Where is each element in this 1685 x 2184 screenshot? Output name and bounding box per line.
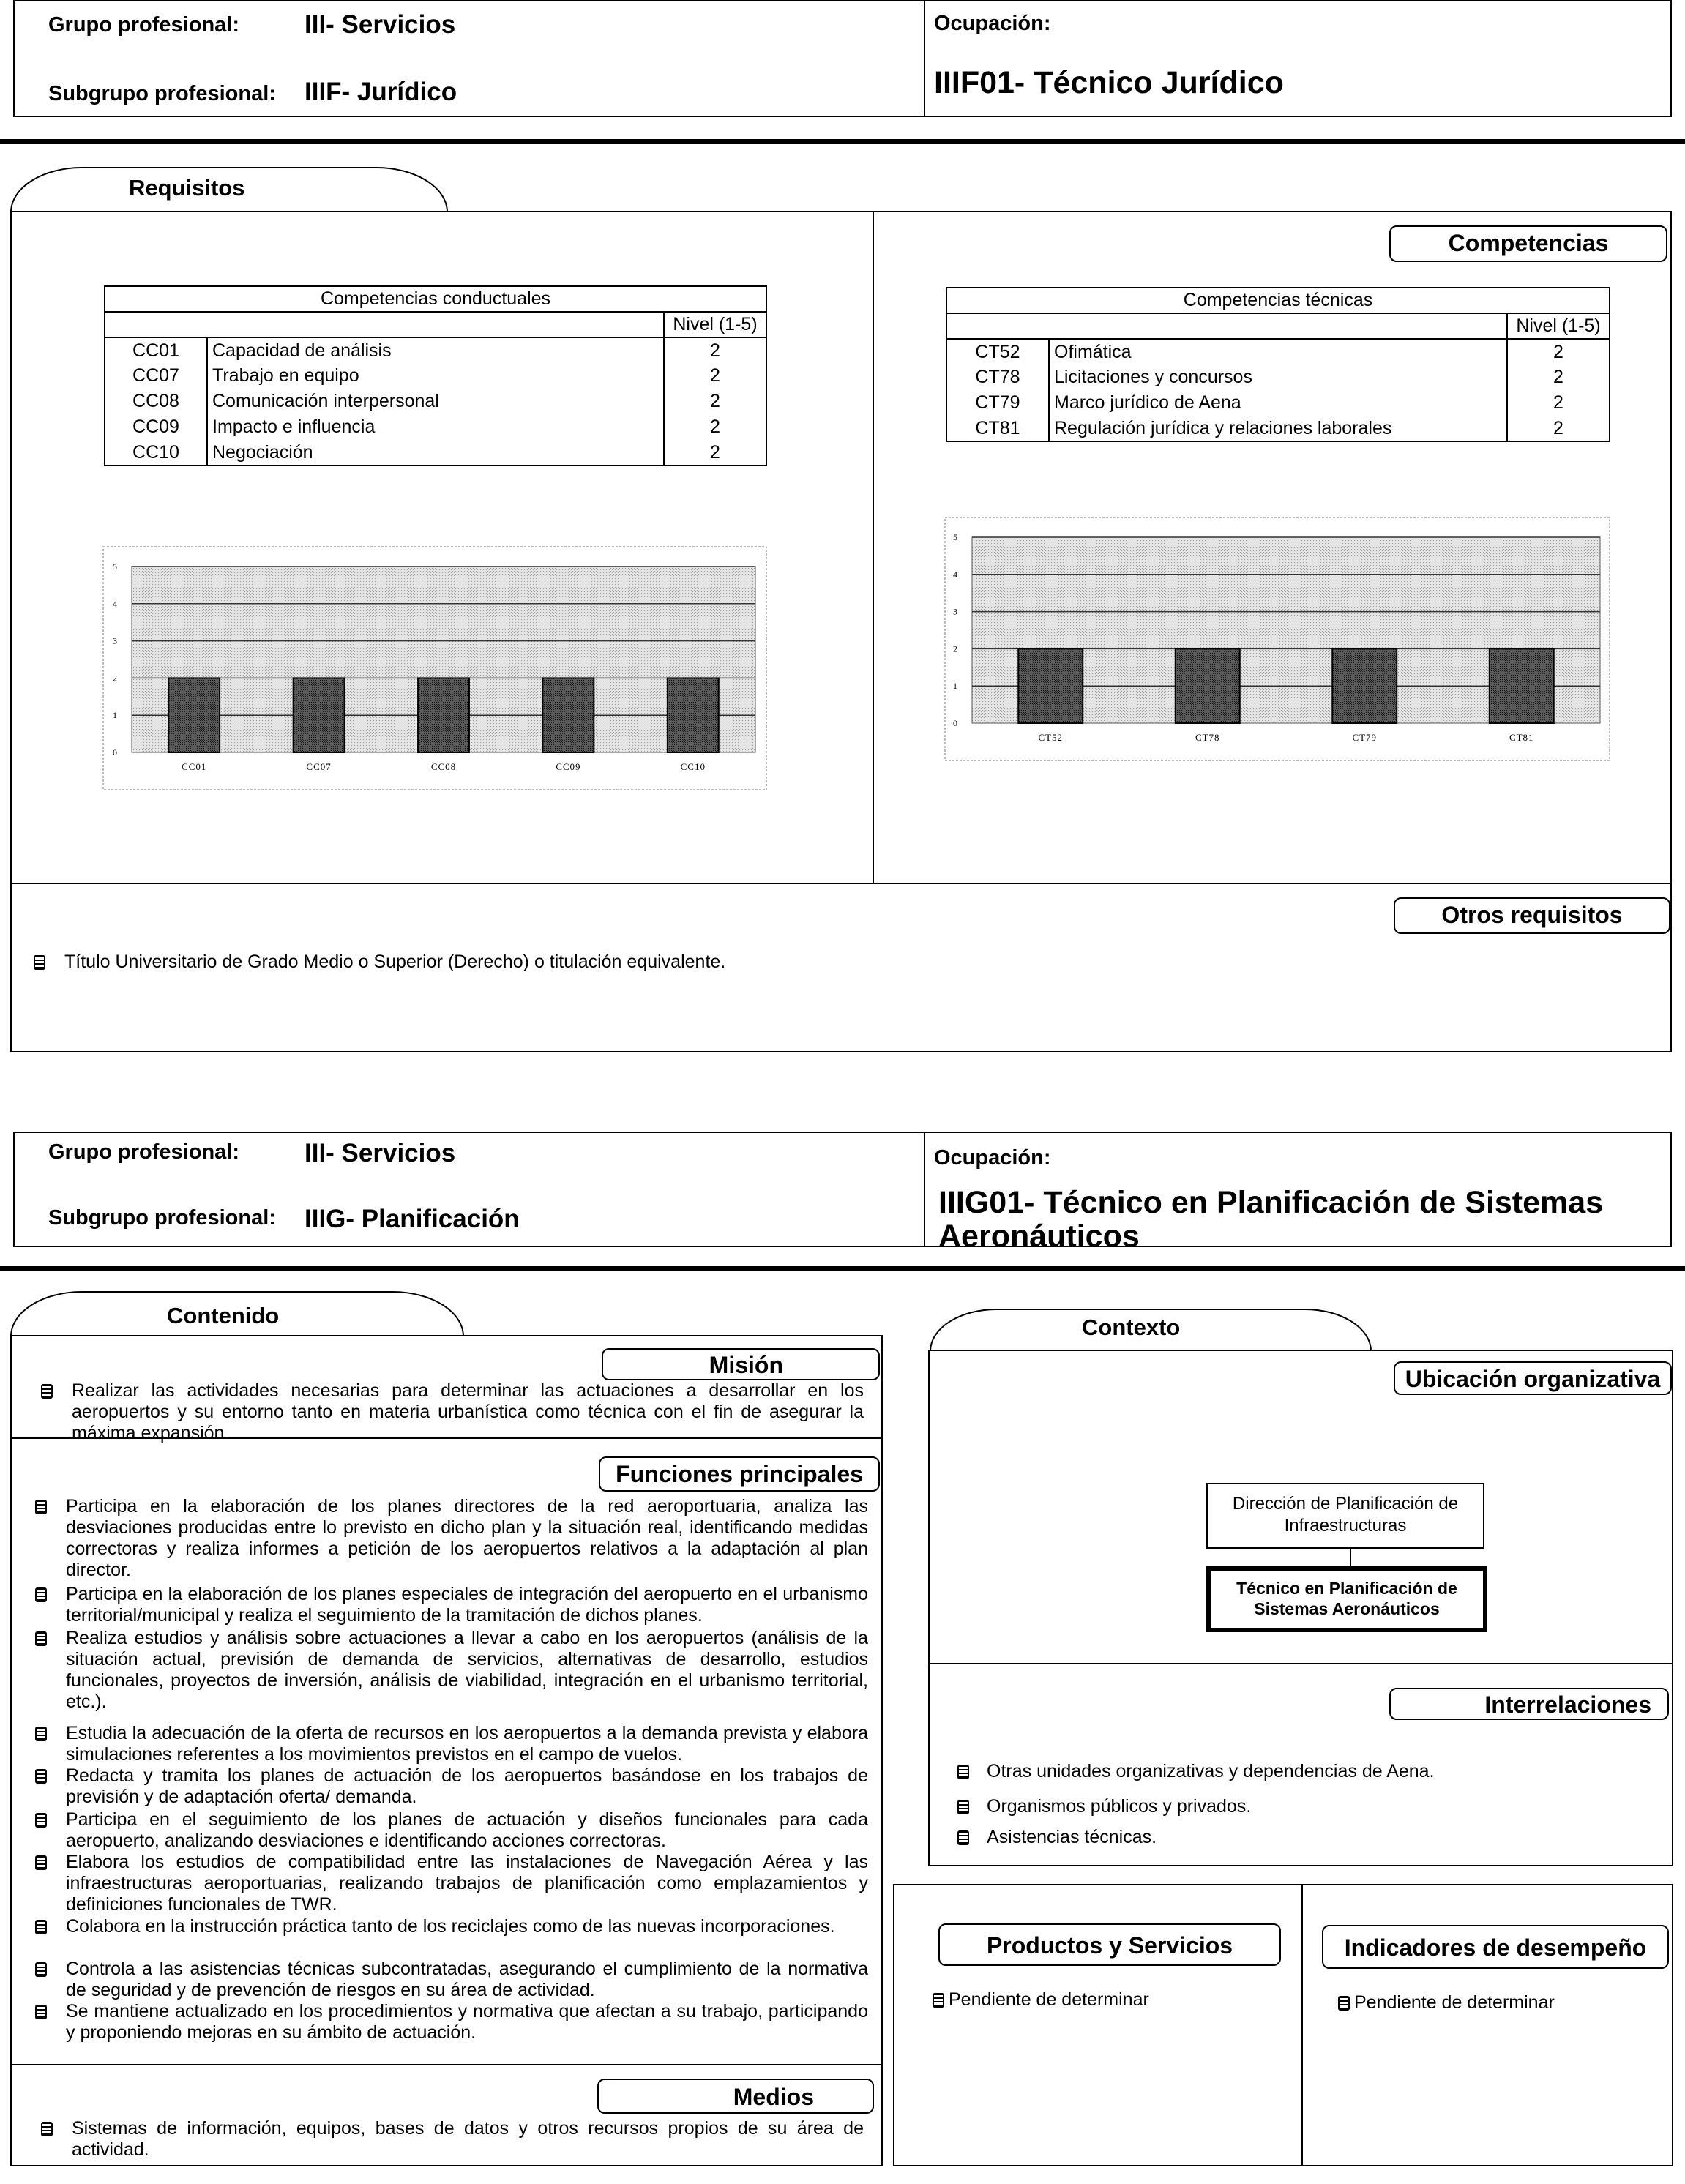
table-row [946,364,1610,390]
y-tick-label: 4 [953,569,957,580]
funcion-item [66,1852,868,1915]
competency-name: Comunicación interpersonal [207,389,664,414]
productos-item [933,1989,1149,2011]
contenido-tab-label: Contenido [167,1303,280,1328]
bullet-icon [35,1631,47,1646]
bullet-icon [1338,1996,1350,2011]
competency-name: Trabajo en equipo [207,363,664,389]
competency-code: CT81 [946,416,1049,441]
bullet-icon [35,1500,47,1514]
interrelacion-text: Asistencias técnicas. [987,1827,1157,1847]
competency-level: 2 [1507,390,1610,416]
interrelacion-text: Organismos públicos y privados. [987,1796,1252,1817]
competency-level: 2 [664,389,766,414]
bullet-icon [35,1727,47,1741]
competencias-tecnicas-table [946,287,1610,442]
x-tick-label: CC10 [680,761,706,772]
x-tick-label: CC09 [556,761,581,772]
bar-ct78 [1176,648,1240,723]
medios-item [72,2118,864,2161]
indicadores-desempeno-pill: Indicadores de desempeño [1322,1925,1669,1969]
bullet-icon [35,1855,47,1870]
y-tick-label: 3 [953,606,957,617]
y-tick-label: 2 [113,673,117,684]
header-rule-1 [0,139,1685,144]
competency-name: Ofimática [1049,339,1507,364]
y-tick-label: 0 [113,747,117,758]
y-tick-label: 1 [953,681,957,692]
table-row [105,440,766,465]
funcion-text: Estudia la adecuación de la oferta de recursos en los aeropuertos a la demanda prevista y elabora simulaciones referentes a los movimientos previstos en el campo de vuelos. [66,1723,868,1765]
contexto-tab-label: Contexto [1082,1314,1181,1340]
interrelaciones-pill: Interrelaciones [1389,1688,1669,1720]
competency-level: 2 [664,414,766,440]
header-rule-2 [0,1266,1685,1271]
org-child-text: Técnico en Planificación de Sistemas Aeronáuticos [1236,1579,1457,1618]
bar-ct52 [1018,648,1083,723]
ubicacion-organizativa-pill: Ubicación organizativa [1394,1361,1672,1395]
mision-pill: Misión [602,1348,880,1380]
medios-text: Sistemas de información, equipos, bases de datos y otros recursos propios de su área de actividad. [72,2118,864,2160]
bullet-icon [34,955,45,970]
bar-cc08 [418,678,469,752]
funcion-text: Realiza estudios y análisis sobre actuaciones a llevar a cabo en los aeropuertos (análisis de la situación actual, previsión de demanda de servicios, alternativas de desarrollo, estudios funcionales, proyectos de inversión, análisis de viabilidad, integración en el urbanismo territorial, etc.). [66,1628,868,1712]
subgrupo-value: IIIF- Jurídico [305,78,457,106]
bullet-icon [957,1800,969,1814]
interrelacion-item [957,1796,1251,1817]
funcion-item [66,1496,868,1581]
productos-servicios-pill: Productos y Servicios [938,1923,1281,1966]
y-tick-label: 5 [113,561,117,572]
requisitos-tab-label: Requisitos [129,175,245,201]
competencias-pill: Competencias [1389,225,1667,262]
interrelacion-text: Otras unidades organizativas y dependencias de Aena. [987,1761,1435,1781]
contexto-tab [930,1309,1372,1351]
y-tick-label: 5 [953,532,957,542]
funcion-text: Participa en la elaboración de los planes directores de la red aeroportuaria, analiza las desviaciones producidas entre lo previsto en dicho plan y la situación real, identificando medidas correctoras y realiza informes a petición de los aeropuertos relativos a la adaptación al plan director. [66,1496,868,1580]
competency-level: 2 [664,337,766,363]
bullet-icon [35,1587,47,1602]
ocupacion-label: Ocupación: [934,12,1051,35]
requisitos-tab [10,167,448,212]
indicadores-text: Pendiente de determinar [1354,1992,1555,2013]
conductuales-level-header: Nivel (1-5) [664,312,766,337]
funcion-item [66,1628,868,1713]
bullet-icon [35,1813,47,1828]
bar-cc10 [668,678,719,752]
header-divider-2 [924,1132,925,1247]
funciones-divider [10,2064,883,2065]
competency-name: Capacidad de análisis [207,337,664,363]
bullet-icon [35,1769,47,1784]
grupo-label: Grupo profesional: [48,13,239,37]
funcion-text: Controla a las asistencias técnicas subcontratadas, asegurando el cumplimiento de la normativa de seguridad y de prevención de riesgos en su área de actividad. [66,1959,868,2000]
bullet-icon [41,1384,53,1399]
bullet-icon [35,1920,47,1934]
bullet-icon [41,2122,53,2136]
competency-name: Licitaciones y concursos [1049,364,1507,390]
bullet-icon [35,2005,47,2019]
y-tick-label: 3 [113,635,117,646]
y-tick-label: 4 [113,598,117,609]
ocupacion-value: IIIF01- Técnico Jurídico [934,65,1284,100]
competency-code: CC08 [105,389,207,414]
otros-requisitos-pill: Otros requisitos [1394,897,1670,934]
funcion-item [66,1916,868,1937]
table-row [105,389,766,414]
org-parent-text: Dirección de Planificación de Infraestructuras [1232,1494,1459,1536]
funcion-text: Participa en el seguimiento de los planes de actuación y diseños funcionales para cada aeropuerto, analizando desviaciones e identificando acciones correctoras. [66,1809,868,1851]
tecnicas-level-header: Nivel (1-5) [1507,313,1610,339]
y-tick-label: 0 [953,718,957,728]
competency-code: CT52 [946,339,1049,364]
competency-code: CT78 [946,364,1049,390]
y-tick-label: 1 [113,710,117,721]
ocupacion-line2: Aeronáuticos [938,1219,1140,1254]
mision-text: Realizar las actividades necesarias para determinar las actuaciones a desarrollar en los aeropuertos y su entorno tanto en materia urbanística como técnica con el fin de asegurar la máxima expansión. [72,1380,864,1443]
table-row [105,337,766,363]
competency-code: CT79 [946,390,1049,416]
x-tick-label: CC01 [182,761,207,772]
funciones-principales-pill: Funciones principales [599,1456,880,1492]
competency-name: Negociación [207,440,664,465]
competency-code: CC09 [105,414,207,440]
bar-cc01 [168,678,220,752]
y-tick-label: 2 [953,643,957,654]
table-row [105,363,766,389]
table-row [946,416,1610,441]
mision-item [72,1380,864,1444]
requisitos-horizontal-divider [10,883,1672,884]
competency-name: Impacto e influencia [207,414,664,440]
x-tick-label: CT79 [1352,732,1378,743]
competency-level: 2 [1507,364,1610,390]
x-tick-label: CC07 [306,761,332,772]
productos-text: Pendiente de determinar [949,1989,1149,2010]
competency-code: CC10 [105,440,207,465]
contenido-tab [10,1291,464,1336]
funcion-item [66,1959,868,2001]
subgrupo-label-2: Subgrupo profesional: [48,1206,276,1230]
indicadores-item [1338,1992,1555,2013]
funcion-text: Participa en la elaboración de los planes especiales de integración del aeropuerto en el urbanismo territorial/municipal y realiza el seguimiento de la tramitación de dichos planes. [66,1584,868,1626]
x-tick-label: CT52 [1038,732,1064,743]
table-row [946,390,1610,416]
funcion-text: Colabora en la instrucción práctica tanto de los reciclajes como de las nuevas incorporaciones. [66,1916,835,1937]
tecnicas-chart [944,517,1610,761]
subgrupo-label: Subgrupo profesional: [48,82,276,105]
contexto-divider [928,1663,1673,1664]
tecnicas-title: Competencias técnicas [946,288,1610,313]
funcion-item [66,1723,868,1765]
grupo-value: III- Servicios [305,10,456,39]
medios-pill: Medios [597,2079,874,2114]
competency-level: 2 [1507,416,1610,441]
otros-requisito-text: Título Universitario de Grado Medio o Superior (Derecho) o titulación equivalente. [64,951,726,972]
funcion-text: Redacta y tramita los planes de actuación de los aeropuertos basándose en los trabajos de previsión y de adaptación oferta/ demanda. [66,1765,868,1807]
bar-cc07 [294,678,345,752]
ocupacion-label-2: Ocupación: [934,1146,1051,1170]
header-divider-1 [924,0,925,117]
competency-code: CC07 [105,363,207,389]
competency-level: 2 [1507,339,1610,364]
requisitos-vertical-divider [873,211,874,883]
x-tick-label: CT78 [1195,732,1220,743]
competency-level: 2 [664,440,766,465]
x-tick-label: CT81 [1509,732,1534,743]
otros-requisito-item [34,951,725,973]
competency-name: Marco jurídico de Aena [1049,390,1507,416]
competency-level: 2 [664,363,766,389]
grupo-label-2: Grupo profesional: [48,1140,239,1164]
interrelacion-item [957,1761,1435,1782]
competency-name: Regulación jurídica y relaciones laborales [1049,416,1507,441]
bar-ct81 [1490,648,1554,723]
competencias-conductuales-table [104,285,767,466]
bullet-icon [933,1993,944,2008]
interrelacion-item [957,1827,1157,1848]
bar-ct79 [1332,648,1397,723]
funcion-item [66,1809,868,1852]
funcion-text: Se mantiene actualizado en los procedimientos y normativa que afectan a su trabajo, participando y proponiendo mejoras en su ámbito de actuación. [66,2001,868,2043]
funcion-item [66,2001,868,2043]
bar-cc09 [542,678,594,752]
funcion-item [66,1584,868,1626]
competency-code: CC01 [105,337,207,363]
grupo-value-2: III- Servicios [305,1139,456,1167]
conductuales-title: Competencias conductuales [105,286,766,312]
bullet-icon [957,1765,969,1779]
funcion-text: Elabora los estudios de compatibilidad entre las instalaciones de Navegación Aérea y las infraestructuras aeroportuarias, realizando trabajos de planificación como emplazamientos y definiciones funcionales de TWR. [66,1852,868,1915]
ocupacion-line1: IIIG01- Técnico en Planificación de Sistemas [938,1185,1604,1220]
bullet-icon [35,1962,47,1977]
subgrupo-value-2: IIIG- Planificación [305,1205,520,1233]
table-row [946,339,1610,364]
x-tick-label: CC08 [430,761,457,772]
conductuales-chart [102,546,767,790]
table-row [105,414,766,440]
bullet-icon [957,1830,969,1845]
funcion-item [66,1765,868,1808]
